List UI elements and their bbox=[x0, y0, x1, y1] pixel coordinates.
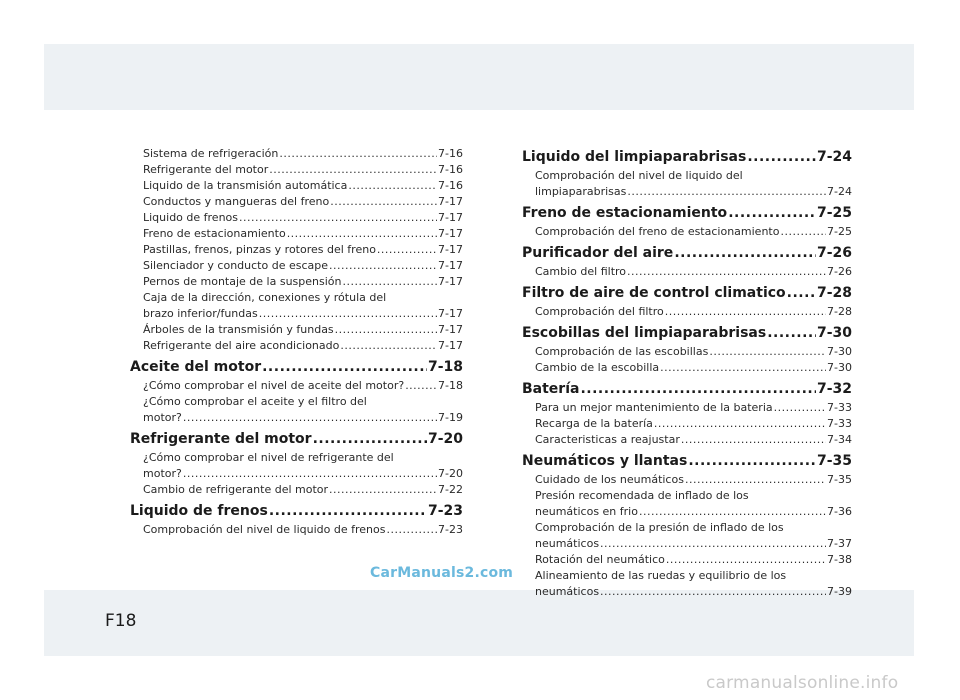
toc-entry-line: ¿Cómo comprobar el aceite y el filtro del bbox=[143, 395, 367, 408]
toc-page-number: 7-25 bbox=[816, 205, 852, 221]
toc-right-column bbox=[522, 146, 852, 600]
toc-entry-title: Refrigerante del motor bbox=[130, 431, 312, 447]
toc-page-number: 7-39 bbox=[827, 585, 852, 598]
toc-page-number: 7-17 bbox=[438, 211, 463, 224]
toc-entry[interactable] bbox=[130, 322, 463, 338]
toc-page-number: 7-33 bbox=[827, 417, 852, 430]
toc-page-number: 7-17 bbox=[438, 195, 463, 208]
toc-page-number: 7-35 bbox=[816, 453, 852, 469]
toc-entry[interactable] bbox=[522, 432, 852, 448]
toc-entry-title: Filtro de aire de control climatico bbox=[522, 285, 786, 301]
dot-leader bbox=[386, 522, 437, 538]
toc-page-number: 7-32 bbox=[816, 381, 852, 397]
toc-page-number: 7-18 bbox=[438, 379, 463, 392]
toc-page-number: 7-20 bbox=[427, 431, 463, 447]
toc-page-number: 7-17 bbox=[438, 339, 463, 352]
header-band bbox=[44, 44, 914, 110]
toc-entry[interactable] bbox=[130, 306, 463, 322]
toc-entry-title: Comprobación del nivel de liquido de frenos bbox=[143, 523, 386, 536]
toc-entry-title: Silenciador y conducto de escape bbox=[143, 259, 328, 272]
toc-section[interactable] bbox=[522, 242, 852, 264]
dot-leader bbox=[269, 162, 437, 178]
toc-entry[interactable] bbox=[130, 258, 463, 274]
toc-page-number: 7-17 bbox=[438, 227, 463, 240]
toc-page-number: 7-18 bbox=[427, 359, 463, 375]
page-number: F18 bbox=[105, 611, 137, 631]
toc-entry-title: Batería bbox=[522, 381, 580, 397]
toc-entry-title: ¿Cómo comprobar el nivel de aceite del motor? bbox=[143, 379, 405, 392]
toc-entry[interactable] bbox=[130, 378, 463, 394]
toc-page-number: 7-17 bbox=[438, 243, 463, 256]
toc-page-number: 7-25 bbox=[827, 225, 852, 238]
toc-entry[interactable] bbox=[522, 584, 852, 600]
toc-entry[interactable] bbox=[522, 344, 852, 360]
dot-leader bbox=[329, 482, 437, 498]
toc-entry-title: Neumáticos y llantas bbox=[522, 453, 688, 469]
dot-leader bbox=[767, 322, 816, 344]
dot-leader bbox=[343, 274, 438, 290]
dot-leader bbox=[269, 500, 427, 522]
dot-leader bbox=[774, 400, 826, 416]
toc-page-number: 7-20 bbox=[438, 467, 463, 480]
dot-leader bbox=[685, 472, 826, 488]
toc-page-number: 7-26 bbox=[827, 265, 852, 278]
toc-entry-title: neumáticos en frio bbox=[535, 505, 638, 518]
site-watermark: carmanualsonline.info bbox=[706, 673, 899, 693]
toc-section[interactable] bbox=[522, 202, 852, 224]
toc-entry-title: Escobillas del limpiaparabrisas bbox=[522, 325, 767, 341]
toc-section[interactable] bbox=[130, 356, 463, 378]
toc-page-number: 7-36 bbox=[827, 505, 852, 518]
toc-entry[interactable] bbox=[130, 338, 463, 354]
toc-section[interactable] bbox=[522, 322, 852, 344]
toc-page-number: 7-17 bbox=[438, 259, 463, 272]
toc-entry-title: Comprobación del freno de estacionamiento bbox=[535, 225, 780, 238]
toc-page-number: 7-16 bbox=[438, 163, 463, 176]
dot-leader bbox=[728, 202, 816, 224]
toc-entry-title: neumáticos bbox=[535, 585, 600, 598]
toc-page-number: 7-23 bbox=[427, 503, 463, 519]
dot-leader bbox=[665, 304, 826, 320]
toc-entry-title: Liquido del limpiaparabrisas bbox=[522, 149, 747, 165]
toc-entry-title: Liquido de la transmisión automática bbox=[143, 179, 348, 192]
dot-leader bbox=[259, 306, 437, 322]
toc-page-number: 7-30 bbox=[816, 325, 852, 341]
toc-entry-title: limpiaparabrisas bbox=[535, 185, 627, 198]
dot-leader bbox=[329, 258, 437, 274]
toc-page-number: 7-30 bbox=[827, 345, 852, 358]
toc-left-column bbox=[130, 146, 463, 538]
dot-leader bbox=[405, 378, 437, 394]
toc-entry[interactable] bbox=[130, 410, 463, 426]
toc-entry-title: Liquido de frenos bbox=[130, 503, 268, 519]
toc-entry-title: Conductos y mangueras del freno bbox=[143, 195, 330, 208]
toc-entry[interactable] bbox=[130, 274, 463, 290]
toc-page-number: 7-28 bbox=[816, 285, 852, 301]
toc-section[interactable] bbox=[130, 428, 463, 450]
dot-leader bbox=[239, 210, 437, 226]
dot-leader bbox=[313, 428, 427, 450]
toc-entry[interactable] bbox=[522, 552, 852, 568]
toc-entry[interactable] bbox=[522, 400, 852, 416]
toc-entry-title: Cambio de la escobilla bbox=[535, 361, 660, 374]
toc-entry-title: Cuidado de los neumáticos bbox=[535, 473, 684, 486]
dot-leader bbox=[681, 432, 826, 448]
toc-entry-title: Purificador del aire bbox=[522, 245, 674, 261]
toc-page-number: 7-34 bbox=[827, 433, 852, 446]
toc-entry-title: Pastillas, frenos, pinzas y rotores del freno bbox=[143, 243, 376, 256]
toc-entry[interactable] bbox=[130, 146, 463, 162]
toc-entry[interactable] bbox=[522, 224, 852, 240]
dot-leader bbox=[600, 584, 826, 600]
toc-entry-line: Alineamiento de las ruedas y equilibrio de los bbox=[535, 569, 787, 582]
dot-leader bbox=[627, 184, 826, 200]
toc-entry[interactable] bbox=[522, 264, 852, 280]
toc-entry-title: neumáticos bbox=[535, 537, 600, 550]
dot-leader bbox=[183, 466, 437, 482]
toc-page-number: 7-19 bbox=[438, 411, 463, 424]
toc-entry[interactable] bbox=[522, 472, 852, 488]
toc-section[interactable] bbox=[130, 500, 463, 522]
toc-page-number: 7-38 bbox=[827, 553, 852, 566]
toc-entry[interactable] bbox=[522, 416, 852, 432]
toc-entry-line: Comprobación de la presión de inflado de los bbox=[535, 521, 784, 534]
toc-page-number: 7-24 bbox=[816, 149, 852, 165]
toc-entry-title: motor? bbox=[143, 467, 182, 480]
toc-page-number: 7-17 bbox=[438, 323, 463, 336]
toc-entry-title: Árboles de la transmisión y fundas bbox=[143, 323, 334, 336]
dot-leader bbox=[183, 410, 437, 426]
toc-entry[interactable] bbox=[522, 536, 852, 552]
toc-entry-title: Refrigerante del aire acondicionado bbox=[143, 339, 340, 352]
toc-entry[interactable] bbox=[130, 242, 463, 258]
dot-leader bbox=[660, 360, 826, 376]
dot-leader bbox=[287, 226, 437, 242]
toc-entry-title: Para un mejor mantenimiento de la bateria bbox=[535, 401, 773, 414]
toc-section[interactable] bbox=[522, 282, 852, 304]
toc-entry-title: Pernos de montaje de la suspensión bbox=[143, 275, 342, 288]
dot-leader bbox=[654, 416, 826, 432]
toc-entry[interactable] bbox=[130, 210, 463, 226]
toc-entry-title: Rotación del neumático bbox=[535, 553, 665, 566]
toc-entry-title: Sistema de refrigeración bbox=[143, 147, 279, 160]
toc-entry-title: Comprobación de las escobillas bbox=[535, 345, 709, 358]
toc-entry[interactable] bbox=[130, 194, 463, 210]
dot-leader bbox=[279, 146, 437, 162]
toc-section[interactable] bbox=[522, 146, 852, 168]
toc-entry-title: brazo inferior/fundas bbox=[143, 307, 258, 320]
toc-entry[interactable] bbox=[130, 226, 463, 242]
toc-page-number: 7-35 bbox=[827, 473, 852, 486]
dot-leader bbox=[627, 264, 826, 280]
toc-entry-line: Presión recomendada de inflado de los bbox=[535, 489, 749, 502]
toc-entry-line: Caja de la dirección, conexiones y rótula del bbox=[143, 291, 387, 304]
toc-page-number: 7-33 bbox=[827, 401, 852, 414]
toc-entry-title: motor? bbox=[143, 411, 182, 424]
dot-leader bbox=[674, 242, 816, 264]
toc-page-number: 7-26 bbox=[816, 245, 852, 261]
toc-entry-title: Refrigerante del motor bbox=[143, 163, 269, 176]
toc-page-number: 7-17 bbox=[438, 307, 463, 320]
toc-page-number: 7-17 bbox=[438, 275, 463, 288]
toc-entry[interactable] bbox=[130, 162, 463, 178]
toc-page-number: 7-30 bbox=[827, 361, 852, 374]
toc-entry-title: Cambio del filtro bbox=[535, 265, 627, 278]
toc-section[interactable] bbox=[522, 450, 852, 472]
toc-entry-title: Cambio de refrigerante del motor bbox=[143, 483, 329, 496]
dot-leader bbox=[262, 356, 427, 378]
toc-page-number: 7-22 bbox=[438, 483, 463, 496]
toc-entry[interactable] bbox=[522, 504, 852, 520]
toc-entry-title: Freno de estacionamiento bbox=[143, 227, 286, 240]
toc-page-number: 7-16 bbox=[438, 147, 463, 160]
toc-entry[interactable] bbox=[522, 360, 852, 376]
toc-entry-title: Recarga de la batería bbox=[535, 417, 653, 430]
dot-leader bbox=[688, 450, 816, 472]
dot-leader bbox=[377, 242, 437, 258]
toc-entry[interactable] bbox=[130, 522, 463, 538]
dot-leader bbox=[780, 224, 826, 240]
dot-leader bbox=[666, 552, 826, 568]
carmanuals-watermark: CarManuals2.com bbox=[370, 565, 514, 581]
toc-entry[interactable] bbox=[522, 184, 852, 200]
toc-section[interactable] bbox=[522, 378, 852, 400]
toc-entry-title: Freno de estacionamiento bbox=[522, 205, 728, 221]
dot-leader bbox=[600, 536, 826, 552]
dot-leader bbox=[787, 282, 816, 304]
toc-entry-title: Comprobación del filtro bbox=[535, 305, 664, 318]
toc-entry[interactable] bbox=[130, 466, 463, 482]
toc-entry-title: Caracteristicas a reajustar bbox=[535, 433, 680, 446]
toc-page-number: 7-28 bbox=[827, 305, 852, 318]
toc-page-number: 7-37 bbox=[827, 537, 852, 550]
dot-leader bbox=[709, 344, 826, 360]
toc-entry-line: ¿Cómo comprobar el nivel de refrigerante del bbox=[143, 451, 394, 464]
dot-leader bbox=[340, 338, 437, 354]
toc-entry[interactable] bbox=[130, 178, 463, 194]
toc-entry[interactable] bbox=[130, 482, 463, 498]
toc-entry-title: Liquido de frenos bbox=[143, 211, 239, 224]
dot-leader bbox=[747, 146, 816, 168]
dot-leader bbox=[580, 378, 815, 400]
toc-page-number: 7-23 bbox=[438, 523, 463, 536]
toc-page-number: 7-24 bbox=[827, 185, 852, 198]
dot-leader bbox=[639, 504, 826, 520]
dot-leader bbox=[348, 178, 437, 194]
toc-entry-line: Comprobación del nivel de liquido del bbox=[535, 169, 743, 182]
dot-leader bbox=[330, 194, 437, 210]
toc-page-number: 7-16 bbox=[438, 179, 463, 192]
toc-entry-title: Aceite del motor bbox=[130, 359, 262, 375]
toc-entry[interactable] bbox=[522, 304, 852, 320]
dot-leader bbox=[335, 322, 437, 338]
